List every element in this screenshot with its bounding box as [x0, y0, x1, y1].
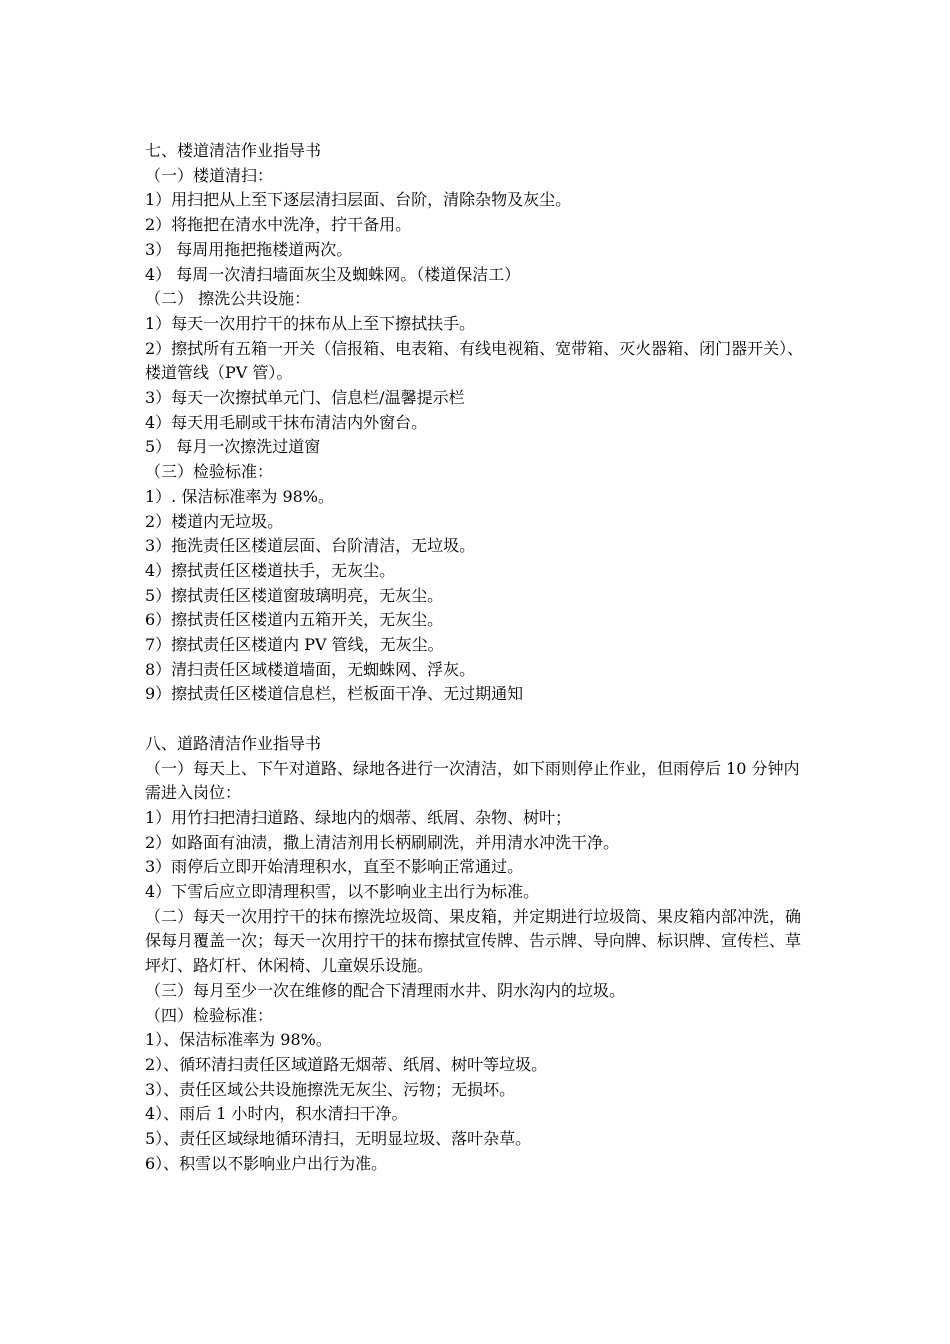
section-7-part-1-heading: （一）楼道清扫： — [145, 165, 274, 185]
list-item: 6）、积雪以不影响业户出行为准。 — [145, 1153, 388, 1173]
list-item: 2）如路面有油渍，撒上清洁剂用长柄刷刷洗，并用清水冲洗干净。 — [145, 832, 620, 852]
list-item: 4）下雪后应立即清理积雪，以不影响业主出行为标准。 — [145, 882, 540, 902]
list-item: 2）将拖把在清水中洗净，拧干备用。 — [145, 215, 412, 235]
section-8-part-2-paragraph: （二）每天一次用拧干的抹布擦洗垃圾筒、果皮箱，并定期进行垃圾筒、果皮箱内部冲洗，确保每月覆盖一次；每天一次用拧干的抹布擦拭宣传牌、告示牌、导向牌、标识牌、宣传栏、草坪灯、路灯杆、休闲椅、儿童娱乐设施。 — [145, 906, 802, 976]
list-item: 7）擦拭责任区楼道内 PV 管线，无灰尘。 — [145, 635, 444, 655]
section-spacer — [145, 707, 815, 732]
list-item: 4）每天用毛刷或干抹布清洁内外窗台。 — [145, 412, 428, 432]
list-item: 9）擦拭责任区楼道信息栏，栏板面干净、无过期通知 — [145, 684, 524, 704]
list-item: 1）、保洁标准率为 98%。 — [145, 1030, 332, 1050]
section-7-part-2-heading: （二） 擦洗公共设施： — [145, 289, 311, 309]
list-item: 5）擦拭责任区楼道窗玻璃明亮，无灰尘。 — [145, 585, 444, 605]
list-item: 2）楼道内无垃圾。 — [145, 511, 284, 531]
list-item: 1）用扫把从上至下逐层清扫层面、台阶，清除杂物及灰尘。 — [145, 190, 572, 210]
list-item: 2）、循环清扫责任区域道路无烟蒂、纸屑、树叶等垃圾。 — [145, 1055, 548, 1074]
list-item: 3）、责任区域公共设施擦洗无灰尘、污物；无损坏。 — [145, 1079, 516, 1099]
list-item: 4）擦拭责任区楼道扶手，无灰尘。 — [145, 560, 396, 580]
list-item: 1）用竹扫把清扫道路、绿地内的烟蒂、纸屑、杂物、树叶； — [145, 807, 572, 827]
list-item: 3） 每周用拖把拖楼道两次。 — [145, 239, 353, 259]
list-item: 5）、责任区域绿地循环清扫，无明显垃圾、落叶杂草。 — [145, 1129, 532, 1149]
document-page — [145, 139, 815, 1177]
section-8-title: 八、道路清洁作业指导书 — [145, 733, 322, 753]
list-item: 1）. 保洁标准率为 98%。 — [145, 486, 335, 506]
section-8-part-4-heading: （四）检验标准： — [145, 1005, 274, 1025]
section-7-part-3-heading: （三）检验标准： — [145, 462, 274, 482]
list-item: 6）擦拭责任区楼道内五箱开关，无灰尘。 — [145, 610, 444, 630]
list-item: 3）拖洗责任区楼道层面、台阶清洁，无垃圾。 — [145, 536, 476, 556]
list-item: 8）清扫责任区域楼道墙面，无蜘蛛网、浮灰。 — [145, 659, 476, 679]
section-7-title: 七、楼道清洁作业指导书 — [145, 141, 322, 160]
list-item: 5） 每月一次擦洗过道窗 — [145, 437, 321, 457]
list-item: 1）每天一次用拧干的抹布从上至下擦拭扶手。 — [145, 313, 476, 333]
list-item: 2）擦拭所有五箱一开关（信报箱、电表箱、有线电视箱、宽带箱、灭火器箱、闭门器开关）、楼道管线（PV 管）。 — [145, 338, 804, 383]
section-8-part-3-paragraph: （三）每月至少一次在维修的配合下清理雨水井、阴水沟内的垃圾。 — [145, 980, 626, 1000]
list-item: 3）每天一次擦拭单元门、信息栏/温馨提示栏 — [145, 388, 465, 408]
list-item: 4） 每周一次清扫墙面灰尘及蜘蛛网。（楼道保洁工） — [145, 264, 521, 284]
list-item: 4）、雨后 1 小时内，积水清扫干净。 — [145, 1104, 408, 1124]
section-8-part-1-heading: （一）每天上、下午对道路、绿地各进行一次清洁，如下雨则停止作业，但雨停后 10 分钟内需进入岗位： — [145, 758, 800, 803]
list-item: 3）雨停后立即开始清理积水，直至不影响正常通过。 — [145, 857, 524, 877]
